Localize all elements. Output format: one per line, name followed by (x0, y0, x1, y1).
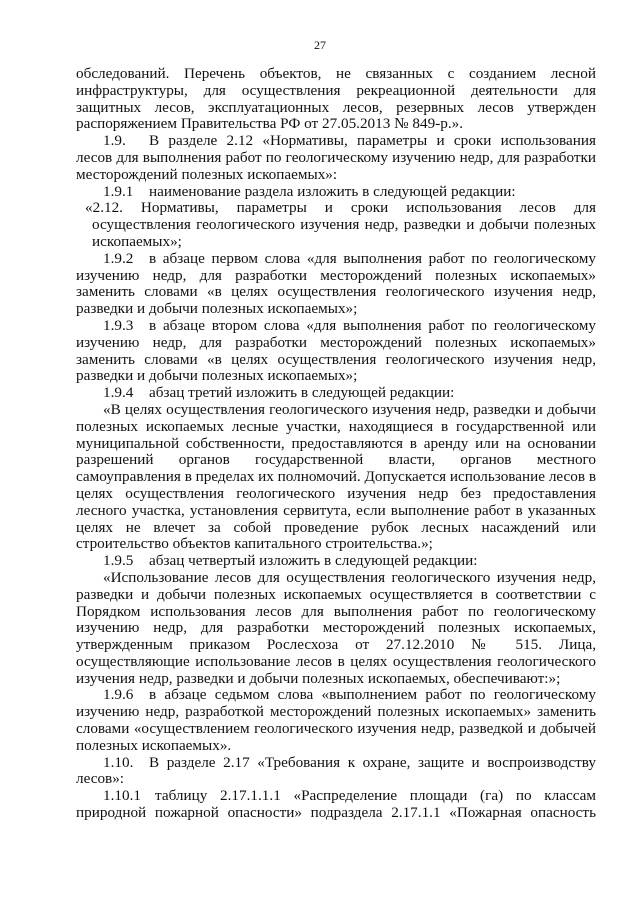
clause-number: 1.9.4 (103, 384, 134, 402)
clause-1-9-4 (76, 385, 596, 402)
clause-text: наименование раздела изложить в следующей редакции: (149, 182, 516, 200)
clause-text: в абзаце первом слова «для выполнения работ по геологическому изучению недр, для разработки месторождений полезных ископаемых» заменить словами «в целях осуществления геологического изучения недр, разведки и добычи полезных ископаемых»; (76, 249, 596, 318)
clause-text: в абзаце втором слова «для выполнения работ по геологическому изучению недр, для разработки месторождений полезных ископаемых» заменить словами «в целях осуществления геологического изучения недр, разведки и добычи полезных ископаемых»; (76, 316, 596, 385)
clause-1-9-6 (76, 687, 596, 754)
clause-1-9-5 (76, 553, 596, 570)
quoted-paragraph (76, 570, 596, 688)
clause-1-9-3 (76, 318, 596, 385)
paragraph-continuation (76, 66, 596, 133)
paragraph-text: «Использование лесов для осуществления геологического изучения недр, разведки и добычи полезных ископаемых осуществляется в соответствии с Порядком использования лесов для выполнения работ по геологическому изучению недр, для разработки месторождений полезных ископаемых, утвержденным приказом Рослесхоза от 27.12.2010 № 515. Лица, осуществляющие использование лесов в целях осуществления геологического изучения недр, разведки и добычи полезных ископаемых, обеспечивают:»; (76, 568, 596, 687)
clause-1-9-1 (76, 184, 596, 201)
clause-number: 1.9.2 (103, 249, 134, 267)
document-body (76, 66, 596, 822)
clause-text: в абзаце седьмом слова «выполнением работ по геологическому изучению недр, разработкой месторождений полезных ископаемых» заменить словами «осуществлением геологического изучения недр, разведкой и добычей полезных ископаемых». (76, 686, 596, 754)
clause-number: 1.9.6 (103, 686, 134, 704)
clause-text: В разделе 2.12 «Нормативы, параметры и сроки использования лесов для выполнения работ по геологическому изучению недр, для разработки месторождений полезных ископаемых»: (76, 132, 596, 183)
clause-number: 1.9.3 (103, 316, 134, 334)
clause-1-9 (76, 133, 596, 183)
clause-text: В разделе 2.17 «Требования к охране, защите и воспроизводству лесов»: (76, 753, 596, 788)
clause-text: абзац третий изложить в следующей редакции: (149, 384, 455, 402)
quoted-paragraph (76, 402, 596, 553)
paragraph-text: «2.12. Нормативы, параметры и сроки использования лесов для осуществления геологического изучения недр, разведки и добычи полезных ископаемых»; (85, 199, 596, 250)
clause-text: таблицу 2.17.1.1.1 «Распределение площади (га) по классам природной пожарной опасности» подраздела 2.17.1.1 «Пожарная опасность (76, 787, 596, 822)
paragraph-text: обследований. Перечень объектов, не связанных с созданием лесной инфраструктуры, для осуществления рекреационной деятельности для защитных лесов, эксплуатационных лесов, резервных лесов утвержден распоряжением Правительства РФ от 27.05.2013 № 849-р.». (76, 65, 596, 133)
clause-1-10 (76, 755, 596, 789)
clause-number: 1.10. (103, 753, 134, 771)
clause-number: 1.9. (103, 132, 126, 150)
clause-number: 1.9.5 (103, 552, 134, 570)
clause-text: абзац четвертый изложить в следующей редакции: (149, 552, 478, 570)
paragraph-text: «В целях осуществления геологического изучения недр, разведки и добычи полезных ископаемых лесные участки, находящиеся в государственной или муниципальной собственности, предоставляются в аренду или на основании разрешений органов государственной власти, органов местного самоуправления в пределах их полномочий. Допускается использование лесов в целях осуществления геологического изучения недр без предоставления лесного участка, установления сервитута, если выполнение работ в указанных целях не влечет за собой проведение рубок лесных насаждений или строительство объектов капитального строительства.»; (76, 400, 596, 553)
page-number: 27 (314, 38, 326, 52)
clause-number: 1.10.1 (103, 787, 141, 805)
clause-1-9-2 (76, 251, 596, 318)
clause-1-10-1 (76, 788, 596, 822)
clause-number: 1.9.1 (103, 182, 134, 200)
quoted-section-title (82, 200, 596, 250)
